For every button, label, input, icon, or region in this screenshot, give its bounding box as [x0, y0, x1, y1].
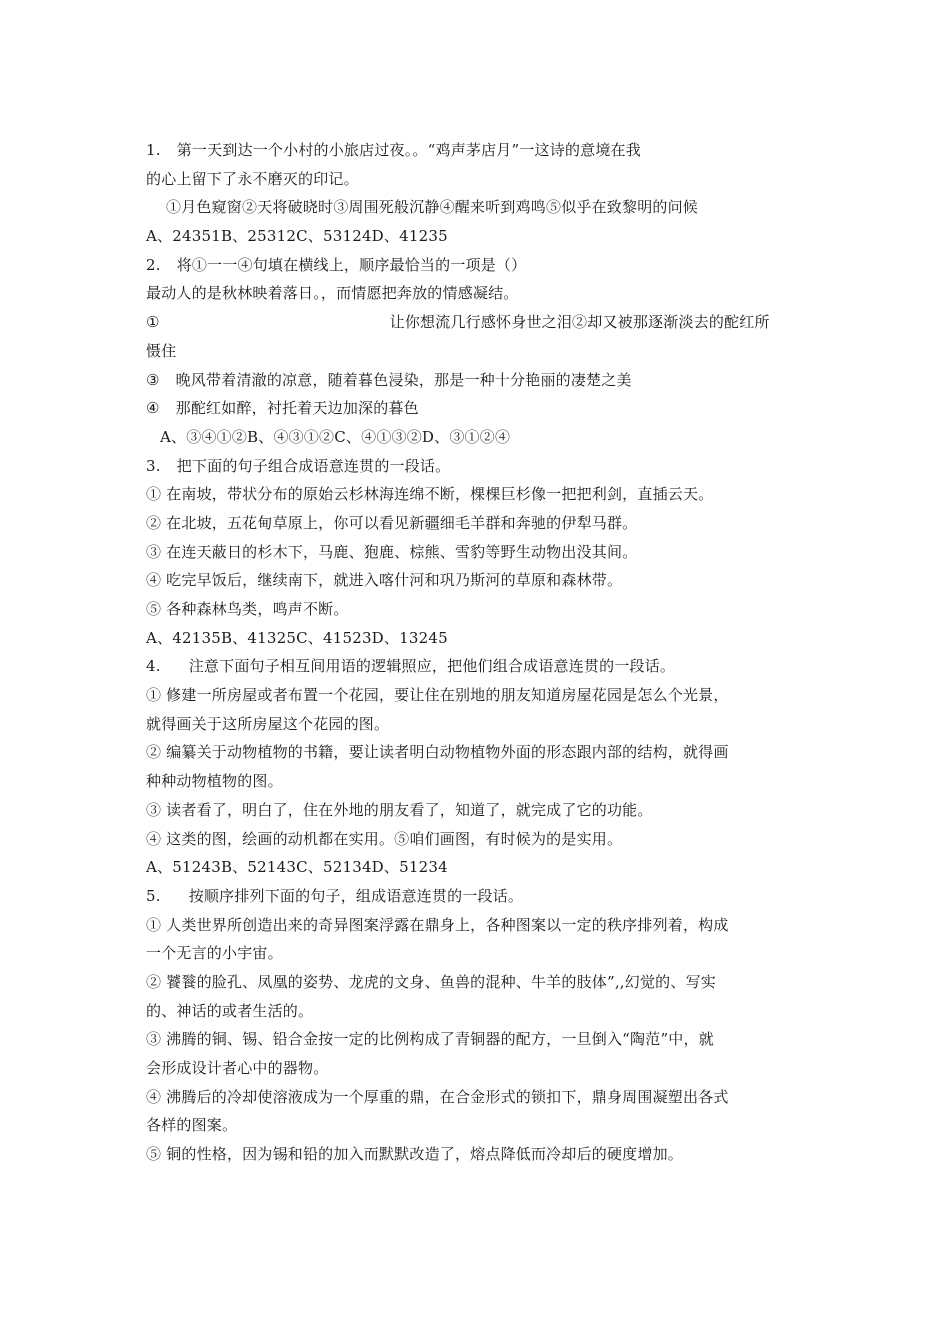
q4-item4 [146, 825, 816, 854]
q3-item1-text: 在南坡，带状分布的原始云杉林海连绵不断，棵棵巨杉像一把把利剑，直插云天。 [166, 485, 714, 504]
q4-stem: 注意下面句子相互间用语的逻辑照应，把他们组合成语意连贯的一段话。 [188, 657, 676, 676]
q4-item1-mark: ① [146, 686, 162, 705]
q5-item3-text: 沸腾的铜、锡、铅合金按一定的比例构成了青铜器的配方，一旦倒入“陶范”中，就 [166, 1030, 714, 1049]
q3-item5-mark: ⑤ [146, 600, 162, 618]
q3-options: A、42135B、41325C、41523D、13245 [146, 628, 448, 647]
q4-item1 [146, 681, 816, 710]
q3-item3-text: 在连天蔽日的杉木下，马鹿、狍鹿、棕熊、雪豹等野生动物出没其间。 [166, 542, 638, 561]
q2-options: A、③④①②B、④③①②C、④①③②D、③①②④ [160, 427, 511, 446]
q3-item5-text: 各种森林鸟类，鸣声不断。 [166, 600, 349, 618]
q2-item4-text: 那酡红如醉，衬托着天边加深的暮色 [175, 399, 419, 418]
q2-stem: 将①一一④句填在横线上，顺序最恰当的一项是（） [176, 255, 527, 274]
q4-number: 4. [146, 657, 161, 676]
q1-options: A、24351B、25312C、53124D、41235 [146, 227, 448, 246]
document-body [146, 136, 816, 1169]
q2-item1-cont: 慑住 [146, 341, 177, 360]
q5-item1-cont: 一个无言的小宇宙。 [146, 944, 283, 963]
q5-item4 [146, 1083, 816, 1112]
q5-item5 [146, 1140, 816, 1169]
q2-item3-text: 晚风带着清澈的凉意，随着暮色浸染，那是一种十分艳丽的凄楚之美 [175, 370, 632, 389]
q5-number: 5. [146, 886, 161, 905]
q3-item1 [146, 480, 816, 509]
q3-item2 [146, 509, 816, 538]
q4-item1-text: 修建一所房屋或者布置一个花园，要让住在别地的朋友知道房屋花园是怎么个光景， [166, 686, 729, 705]
q5-item3-mark: ③ [146, 1030, 162, 1049]
q4-item3-text: 读者看了，明白了，住在外地的朋友看了，知道了，就完成了它的功能。 [166, 800, 653, 819]
q5-item2 [146, 968, 816, 997]
q2-item1-text: 让你想流几行感怀身世之泪②却又被那逐渐淡去的酡红所 [389, 313, 770, 332]
q4-item3 [146, 796, 816, 825]
q5-item4-text: 沸腾后的冷却使溶液成为一个厚重的鼎，在合金形式的锁扣下，鼎身周围凝塑出各式 [166, 1087, 729, 1106]
q5-item1-text: 人类世界所创造出来的奇异图案浮露在鼎身上，各种图案以一定的秩序排列着，构成 [166, 915, 729, 934]
q4-item2-cont: 种种动物植物的图。 [146, 772, 283, 791]
q2-item4 [146, 394, 816, 423]
q3-item3-mark: ③ [146, 542, 162, 561]
q3-number: 3. [146, 456, 161, 475]
q5-item5-mark: ⑤ [146, 1145, 162, 1164]
q2-item1 [146, 308, 816, 337]
q2-number: 2. [146, 255, 161, 274]
q4-item3-mark: ③ [146, 800, 162, 819]
q3-item4 [146, 566, 816, 595]
q5-item2-cont: 的、神话的或者生活的。 [146, 1001, 314, 1020]
q3-stem: 把下面的句子组合成语意连贯的一段话。 [176, 456, 451, 475]
q3-item2-text: 在北坡，五花甸草原上，你可以看见新疆细毛羊群和奔驰的伊犁马群。 [166, 513, 638, 532]
q4-options: A、51243B、52143C、52134D、51234 [146, 858, 448, 877]
q4-item4-text: 这类的图，绘画的动机都在实用。⑤咱们画图，有时候为的是实用。 [166, 829, 623, 848]
q2-item3 [146, 366, 816, 395]
q5-stem: 按顺序排列下面的句子，组成语意连贯的一段话。 [188, 886, 524, 905]
q3-item4-text: 吃完早饭后，继续南下，就进入喀什河和巩乃斯河的草原和森林带。 [166, 571, 623, 590]
q5-item4-mark: ④ [146, 1087, 162, 1106]
q4-item2 [146, 738, 816, 767]
q2-item1-mark: ① [146, 313, 160, 332]
q3-item1-mark: ① [146, 485, 162, 504]
q1-line1 [146, 136, 816, 165]
q5-item1 [146, 911, 816, 940]
q3-item5 [146, 595, 816, 624]
q5-item1-mark: ① [146, 915, 162, 934]
q1-line2: 的心上留下了永不磨灭的印记。 [146, 169, 359, 188]
q2-item3-mark: ③ [146, 370, 160, 389]
q1-stem: 第一天到达一个小村的小旅店过夜。。“鸡声茅店月”一这诗的意境在我 [176, 141, 641, 159]
q2-sentence: 最动人的是秋林映着落日。，而情愿把奔放的情感凝结。 [146, 284, 519, 303]
q5-stem-line [146, 882, 816, 911]
q5-item4-cont: 各样的图案。 [146, 1116, 238, 1135]
q3-item3 [146, 538, 816, 567]
q4-item4-mark: ④ [146, 829, 162, 848]
q4-item1-cont: 就得画关于这所房屋这个花园的图。 [146, 714, 390, 733]
q1-number: 1. [146, 141, 161, 159]
q5-item3-cont: 会形成设计者心中的器物。 [146, 1059, 329, 1077]
q4-stem-line [146, 652, 816, 681]
q4-item2-mark: ② [146, 743, 162, 762]
q5-item5-text: 铜的性格，因为锡和铅的加入而默默改造了，熔点降低而冷却后的硬度增加。 [166, 1145, 683, 1164]
q2-item4-mark: ④ [146, 399, 160, 418]
q5-item2-mark: ② [146, 972, 162, 991]
q2-stem-line [146, 251, 816, 280]
q1-items: ①月色窥窗②天将破晓时③周围死般沉静④醒来听到鸡鸣⑤似乎在致黎明的问候 [166, 198, 699, 217]
q4-item2-text: 编纂关于动物植物的书籍，要让读者明白动物植物外面的形态跟内部的结构，就得画 [166, 743, 729, 762]
q3-item2-mark: ② [146, 513, 162, 532]
q3-item4-mark: ④ [146, 571, 162, 590]
q5-item3 [146, 1025, 816, 1054]
q3-stem-line [146, 452, 816, 481]
q5-item2-text: 饕餮的脸孔、凤凰的姿势、龙虎的文身、鱼兽的混种、牛羊的肢体”,,幻觉的、写实 [166, 972, 716, 991]
